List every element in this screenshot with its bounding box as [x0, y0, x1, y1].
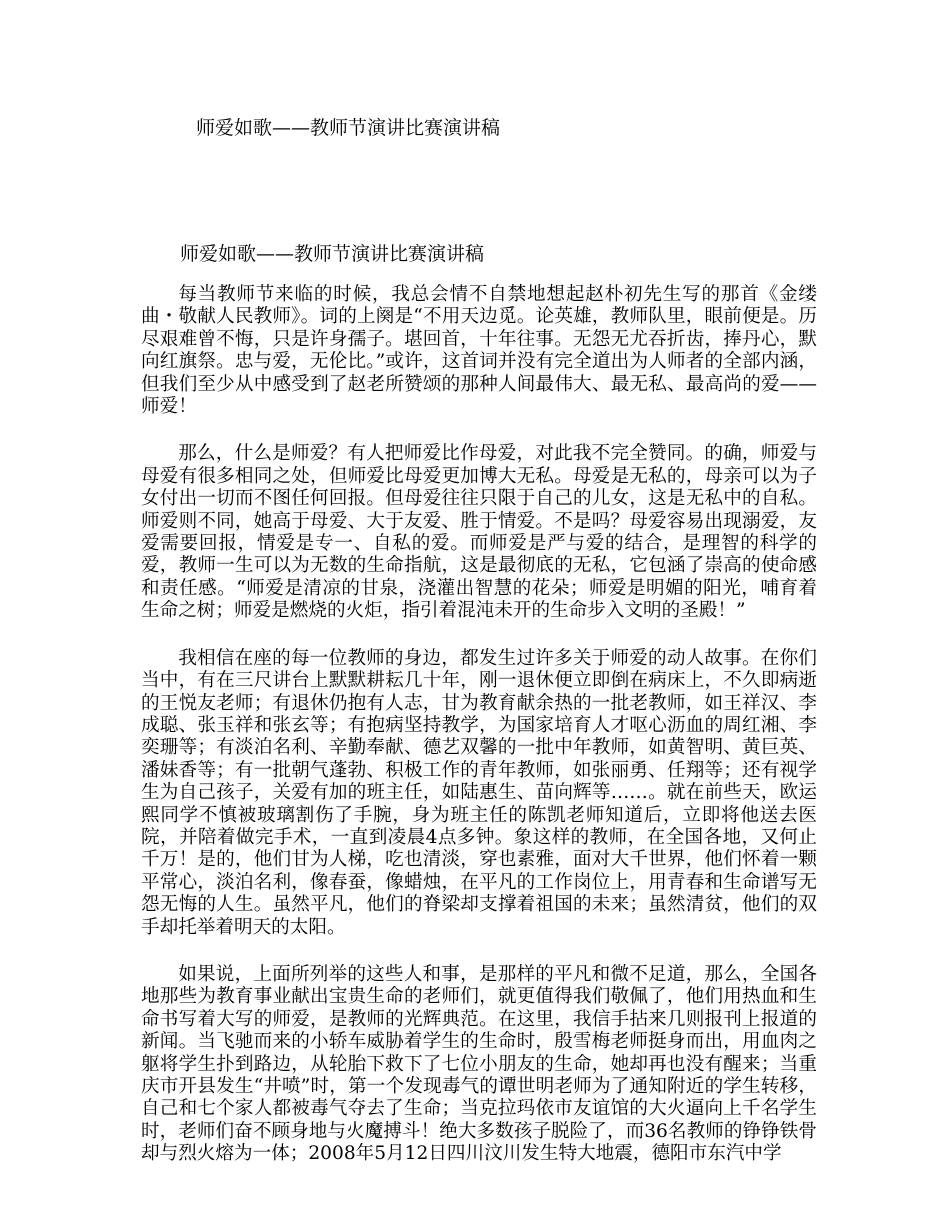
paragraph-2: 那么，什么是师爱？有人把师爱比作母爱，对此我不完全赞同。的确，师爱与母爱有很多相同之处，但师爱比母爱更加博大无私。母爱是无私的，母亲可以为子女付出一切而不图任何回报。但母爱往往只限于自己的儿女，这是无私中的自私。师爱则不同，她高于母爱、大于友爱、胜于情爱。不是吗？母爱容易出现溺爱，友爱需要回报，情爱是专一、自私的爱。而师爱是严与爱的结合，是理智的科学的爱，教师一生可以为无数的生命指航，这是最彻底的无私，它包涵了崇高的使命感和责任感。“师爱是清凉的甘泉，浇灌出智慧的花朵；师爱是明媚的阳光，哺育着生命之树；师爱是燃烧的火炬，指引着混沌未开的生命步入文明的圣殿！” [141, 443, 817, 622]
paragraph-3: 我相信在座的每一位教师的身边，都发生过许多关于师爱的动人故事。在你们当中，有在三尺讲台上默默耕耘几十年，刚一退休便立即倒在病床上，不久即病逝的王悦友老师；有退休仍抱有人志，甘为教育献余热的一批老教师，如王祥汉、李成聪、张玉祥和张玄等；有抱病坚持教学，为国家培育人才呕心沥血的周红湘、李奕珊等；有淡泊名利、辛勤奉献、德艺双馨的一批中年教师，如黄智明、黄巨英、潘妹香等；有一批朝气蓬勃、积极工作的青年教师，如张丽勇、任翔等；还有视学生为自己孩子，关爱有加的班主任，如陆惠生、苗向辉等……。就在前些天，欧运熙同学不慎被玻璃割伤了手腕，身为班主任的陈凯老师知道后，立即将他送去医院，并陪着做完手术，一直到凌晨4点多钟。象这样的教师，在全国各地，又何止千万！是的，他们甘为人梯，吃也清淡，穿也素雅，面对大千世界，他们怀着一颗平常心，淡泊名利，像春蚕，像蜡烛，在平凡的工作岗位上，用青春和生命谱写无怨无悔的人生。虽然平凡，他们的脊梁却支撑着祖国的未来；虽然清贫，他们的双手却托举着明天的太阳。 [141, 647, 817, 938]
paragraph-4: 如果说，上面所列举的这些人和事，是那样的平凡和微不足道，那么，全国各地那些为教育事业献出宝贵生命的老师们，就更值得我们敬佩了，他们用热血和生命书写着大写的师爱，是教师的光辉典范。在这里，我信手拈来几则报刊上报道的新闻。当飞驰而来的小轿车威胁着学生的生命时，殷雪梅老师挺身而出，用血肉之躯将学生扑到路边，从轮胎下救下了七位小朋友的生命，她却再也没有醒来；当重庆市开县发生“井喷”时，第一个发现毒气的谭世明老师为了通知附近的学生转移，自己和七个家人都被毒气夺去了生命；当克拉玛依市友谊馆的大火逼向上千名学生时，老师们奋不顾身地与火魔搏斗！绝大多数孩子脱险了，而36名教师的铮铮铁骨却与烈火熔为一体；2008年5月12日四川汶川发生特大地震，德阳市东汽中学 [141, 963, 817, 1165]
article-body [141, 284, 817, 1191]
article-title: 师爱如歌——教师节演讲比赛演讲稿 [180, 243, 485, 265]
paragraph-1: 每当教师节来临的时候，我总会情不自禁地想起赵朴初先生写的那首《金缕曲・敬献人民教师》。词的上阕是“不用天边觅。论英雄，教师队里，眼前便是。历尽艰难曾不悔，只是许身孺子。堪回首，十年往事。无怨无尤吞折齿，捧丹心，默向红旗祭。忠与爱，无伦比。”或许，这首词并没有完全道出为人师者的全部内涵，但我们至少从中感受到了赵老所赞颂的那种人间最伟大、最无私、最高尚的爱——师爱！ [141, 284, 817, 418]
header-title: 师爱如歌——教师节演讲比赛演讲稿 [196, 117, 501, 139]
